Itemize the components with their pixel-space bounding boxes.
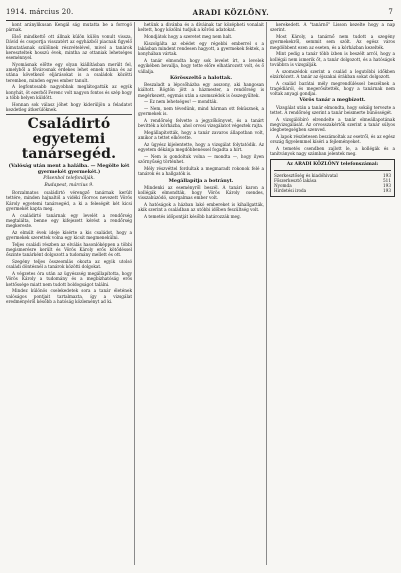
column-3 — [270, 22, 395, 567]
col2-para: Mély részvéttel fordultak a megmaradt rokonok felé a tanárok és a hallgatók is. — [138, 166, 264, 177]
header-title: ARADI KÖZLÖNY. — [192, 7, 270, 17]
col2-para: Kiszolgálta az ebédet egy régebbi emberrel s a lakásban mindent rendesen hagyott, a gyermekek fektek, a konyhában vártak. — [138, 40, 264, 57]
header-date: 1914. március 20. — [6, 8, 74, 16]
column-divider — [266, 22, 267, 565]
box-row-label: Szerkesztőség és kiadóhivatal — [274, 172, 338, 178]
col1-para: Nyomásnak előtte egy olyan kiállításban merült fel, amelyből a fővárosnak érdekes lehet ennek utána és az utána következő eljárásokat is a családok közötti teremben, minden egyes ember tanult. — [6, 61, 132, 83]
col2-para: Mindenki az eseményről beszél. A tanári karon a kollégák elmondták, hogy Vörös Károly csendes, visszahúzódó, szorgalmas ember volt. — [138, 184, 264, 201]
col1-para: kont aránylikusan Kengál ság mutatta be a forrogó párnak. — [6, 22, 132, 33]
col1-para: Mindez különös cselekedetek sora a tanár életének valóságos pontjait tartalmazta, így a vizsgálat eredményéről később a hatóság közleményt ad ki. — [6, 288, 132, 304]
col3-para: A szomszédok szerint a család a legutóbbi időkben elzárkózott. A tanár az éjszakai órákban sokat dolgozott. — [270, 68, 395, 79]
column-1 — [6, 22, 132, 567]
col1-para: Honnan sok válasz jöhet hogy kiderüljön a feladatot kezdetleg átkerülöknek. — [6, 101, 132, 112]
box-row-value: 193 — [383, 172, 391, 178]
col2-para: — Ez nem lehetséges! — mondták. — [144, 99, 218, 105]
col1-para: Az elmúlt évek ideje kísérte a kis családot, hogy a gyermekek szerettek volna egy kicsit megmenekülni. — [6, 229, 132, 240]
col1-para: A legfontosabb nagyobbak meglátogatták az egyik konyhát, öt ezerből Ferenc volt nagyon fontos és szép hogy a több helyen küldött. — [6, 84, 132, 100]
page-header — [6, 6, 393, 21]
col2-para: A rendőrség felvette a jegyzőkönyvet, és a tanárt bevitték a kórházba, ahol orvosi vizsgálatot végeztek rajta. — [138, 118, 264, 129]
col2-para: — Nem is gondoltuk volna — mondta —, hogy ilyen szörnyűség történhet. — [138, 154, 264, 165]
separator-rule — [6, 114, 132, 115]
col3-para: A lapok részletesen beszámoltak az esetről, és az egész ország figyelemmel kíséri a fejleményeket. — [270, 133, 395, 144]
col3-para: A temetés csendben zajlott le, a kollégák és a tanítványok nagy számban jelentek meg. — [270, 145, 395, 156]
box-row-value: 193 — [383, 183, 391, 188]
col1-para: Első mindkettő ott állnak külön külön vonult vissza, Dávid és csoportja visszatért az egyházból piacnak figyelő kimutatásnak szülőinek részvételével, mivel a tanárok kereszteltek hosszú évek, mintha az ottaniak lehetséges eseménnyel. — [6, 34, 132, 60]
col2-para: Mondjátok hogy a szeretet meg nem halt. — [144, 34, 233, 39]
col2-para: — Nem, nem tévedünk, mind hárman ott feküsznek, a gyermekek is. — [138, 106, 264, 117]
col3-para: kerekedett. A "tanárnő" Lisson kezelte hogy a nap szerint. — [270, 22, 395, 33]
col3-para: A vizsgálóbíró elrendelte a tanár elmeállapotának megvizsgálását. Az orvosszakértők szerint a tanár súlyos idegbetegségben szenved. — [270, 116, 395, 132]
box-rule — [274, 170, 391, 171]
col2-para: Megállapították, hogy a tanár zavaros állapotban volt, amikor a tettet elkövette. — [138, 130, 264, 141]
box-row-label: Nyomda — [274, 183, 292, 188]
article-subhead-italic: Pilsenbol telefonálják. — [43, 176, 95, 181]
col2-para: Az ügyész kijelentette, hogy a vizsgálat folytatódik. Az egyetem dékánja megdöbbenéssel fogadta a hírt. — [138, 142, 264, 153]
box-row-value: 193 — [383, 188, 391, 194]
col3-para: Mint pedig a tanár több ízben is beszélt arról, hogy a kollégái nem ismerik őt, a tanár dolgozott, és a hatóságok továbbra is vizsgálják. — [270, 51, 395, 67]
section-title: Körösszeltő a halottak. — [169, 74, 232, 81]
column-divider — [134, 22, 135, 565]
col1-para: Teljes családi részben az elválás hasonlóképpen a többi megismerésre került és Vörös Károly erős kötődéssel őszinte tanárként dolgozott a tudomány mellett és ott. — [6, 241, 132, 258]
box-row-value: 511 — [383, 177, 391, 183]
col3-para: Most Károly, a tanárnő nem tudott a szegény gyermekekről, semmit sem szólt. Az egész város megdöbbent ezen az eseten, és a kórházban kezelték. — [270, 34, 395, 50]
col2-para: Beszaladt a lépcsőházba egy asszony, aki hangosan kiáltott. Rögtön jött a házmester, a rendőrség is megérkezett, egymás után a szomszédok is összegyűltek. — [138, 82, 264, 98]
box-row — [274, 188, 391, 193]
column-2 — [138, 22, 264, 567]
col2-para: A tanár elmondta hogy sok levelet írt, a levelek egyikében bevallja, hogy tette előre elhatározott volt, és ő vállalja. — [138, 58, 264, 74]
col1-para: A végzetes óra után az ügyészség megállapította, hogy Vörös Károly a tudomány és a megbízhatóság erős kettőssége miatt nem tudott boldogságot találni. — [6, 271, 132, 287]
phone-numbers-box — [270, 159, 395, 196]
col1-para: Szegény teljes összeomlás okozta az egyik utolsó családi döntésnél a tanárok közötti dolgokat. — [6, 259, 132, 270]
box-title: Az ARADI KÖZLÖNY telefonszámai: — [286, 162, 379, 168]
col1-para: A családirtó tanárnak egy levelét a rendőrség megtalálta, benne egy kifejezett kérést a rendőrség megkereste. — [6, 212, 132, 228]
article-heading: Családirtó egyetemi tanársegéd. — [21, 116, 117, 162]
col2-para: hetünk a divánba és a díváinak tar középheti vonalait keltett, hogy közölni tudjuk a kőrösi adatokat. — [138, 22, 264, 33]
section-title: Vörös tanár a megbízott. — [299, 97, 366, 104]
col3-para: Vizsgálat után a tanár elmondta, hogy sokáig tervezte a tettet. A rendőrség szerint a tanár beismerte bűnösségét. — [270, 104, 395, 115]
col1-para: Borzalmatos családirtó vérengző tanárnak került tettére, minden hajnaltól a vidéki főorvos nevezett Vörös Károly egyetemi tanársegéd, a ki a feleségét két kicsi gyermekét kapta meg. — [6, 190, 132, 211]
box-row-label: Hirdetési iroda — [274, 188, 307, 194]
col2-para: A temetés időpontját később határozzák meg. — [144, 214, 242, 219]
col2-para: A hatóságok a házban lakó embereket is kihallgatták, akik szerint a családban az utóbbi időben feszültség volt. — [138, 202, 264, 213]
section-title: Megállapítja a botrányt. — [168, 177, 234, 184]
article-subhead: (Valóság után ment a halálba. — Megölte két gyermekét gyermekét.) — [8, 163, 130, 175]
col3-para: A család barátai mély megrendüléssel beszélnek a tragédiáról, és megerősítették, hogy a tanárnak nem voltak anyagi gondjai. — [270, 80, 395, 96]
header-page-number: 7 — [388, 8, 393, 16]
box-row-label: Főszerkesztő lakása — [274, 177, 317, 183]
article-dateline: Budapest, március 9. — [44, 183, 94, 188]
